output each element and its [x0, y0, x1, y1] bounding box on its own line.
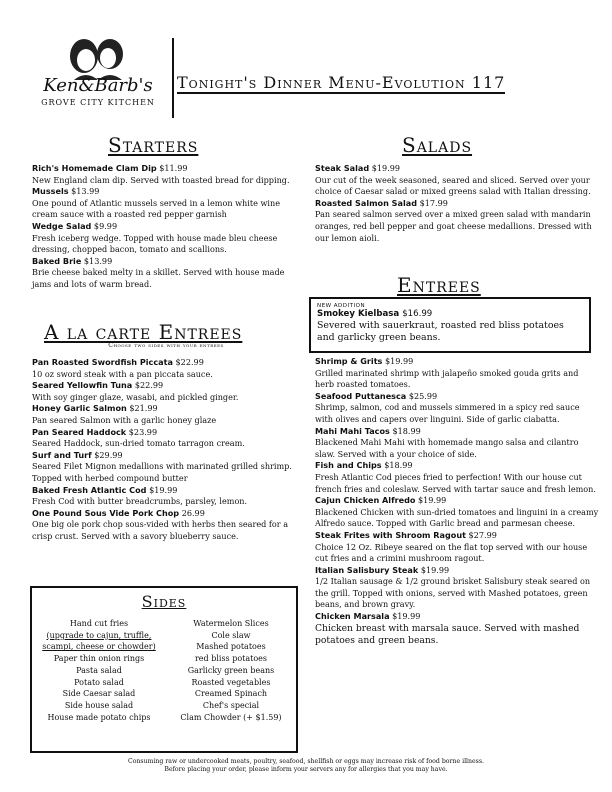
sides-box	[30, 586, 298, 753]
side-item: Clam Chowder (+ $1.59)	[180, 712, 282, 722]
side-item: Garlicky green beans	[187, 665, 275, 675]
menu-item	[32, 403, 300, 415]
menu-item	[315, 391, 599, 403]
new-addition-tag: NEW ADDITION	[317, 303, 366, 309]
menu-item	[315, 163, 599, 175]
item-description: Pan seared Salmon with a garlic honey glaze	[32, 414, 217, 425]
item-name: Baked Fresh Atlantic Cod	[32, 484, 147, 495]
salads-heading: Salads	[402, 133, 473, 157]
item-description: 10 oz sword steak with a pan piccata sauce.	[32, 368, 213, 379]
item-price: $25.99	[408, 390, 438, 401]
menu-item	[315, 495, 599, 507]
item-price: $19.99	[149, 484, 178, 495]
item-name: Pan Seared Haddock	[32, 426, 127, 437]
alacarte-list	[32, 357, 300, 543]
item-price: 26.99	[181, 507, 205, 518]
logo-name: Ken&Barb's	[43, 75, 153, 96]
item-description: Grilled marinated shrimp with jalapeño smoked gouda grits and herb roasted tomatoes.	[315, 367, 579, 390]
item-price: $13.99	[83, 255, 113, 266]
item-price: $13.99	[71, 186, 100, 197]
entrees-list	[315, 356, 599, 647]
item-price: $9.99	[93, 220, 118, 231]
header-divider	[172, 38, 174, 118]
side-item: Watermelon Slices	[193, 619, 269, 628]
item-price: $18.99	[384, 460, 413, 471]
sides-left-list	[34, 618, 164, 723]
item-description: Blackened Chicken with sun-dried tomatoes and linguini in a creamy Alfredo sauce. Topped with Garlic bread and parmesan cheese.	[315, 506, 599, 529]
item-price: $17.99	[419, 197, 448, 208]
disclaimer-line: Consuming raw or undercooked meats, poultry, seafood, shellfish or eggs may increase risk of food borne illness.	[127, 758, 484, 765]
item-name: Mussels	[32, 186, 69, 197]
item-name: Fish and Chips	[315, 460, 382, 471]
side-item: Pasta salad	[76, 665, 122, 675]
item-description: New England clam dip. Served with toasted bread for dipping.	[32, 174, 290, 185]
menu-item	[32, 256, 300, 268]
menu-item	[32, 380, 300, 392]
item-description: With soy ginger glaze, wasabi, and pickled ginger.	[32, 391, 239, 402]
item-name: Steak Salad	[315, 163, 370, 173]
side-item: Creamed Spinach	[194, 689, 268, 699]
alacarte-subheading: Choose two sides with your entrees	[108, 342, 224, 349]
sides-heading: Sides	[141, 592, 187, 611]
item-price: $21.99	[129, 403, 158, 414]
menu-title: Tonight's Dinner Menu-Evolution 117	[177, 73, 506, 92]
menu-item	[32, 163, 300, 175]
item-name: Smokey Kielbasa	[317, 309, 400, 319]
item-description: One big ole pork chop sous-vided with herbs then seared for a crisp crust. Served with a savory blueberry sauce.	[32, 519, 289, 541]
couple-portrait-icon	[56, 36, 136, 80]
item-description: Fresh iceberg wedge. Topped with house made bleu cheese dressing, chopped bacon, tomato and scallions.	[32, 232, 278, 255]
menu-item	[315, 460, 599, 472]
starters-heading: Starters	[108, 133, 199, 157]
menu-item	[315, 426, 599, 438]
item-description: Chicken breast with marsala sauce. Served with mashed potatoes and green beans.	[315, 622, 580, 646]
side-item: Side Caesar salad	[62, 689, 136, 699]
menu-item	[315, 565, 599, 577]
item-name: Rich's Homemade Clam Dip	[32, 163, 157, 173]
item-description: Blackened Mahi Mahi with homemade mango salsa and cilantro slaw. Served with a your choice of side.	[315, 437, 579, 459]
sides-right-list	[168, 618, 294, 723]
menu-item	[315, 611, 599, 623]
menu-item	[315, 356, 599, 368]
item-name: One Pound Sous Vide Pork Chop	[32, 507, 180, 518]
item-price: $18.99	[392, 425, 421, 436]
item-price: $11.99	[159, 163, 188, 173]
logo-subtitle: GROVE CITY KITCHEN	[41, 98, 155, 107]
item-description: Brie cheese baked melty in a skillet. Served with house made jams and lots of warm bread.	[32, 267, 285, 289]
salads-list	[315, 163, 599, 244]
menu-item	[32, 186, 300, 198]
item-description: Fresh Cod with butter breadcrumbs, parsley, lemon.	[32, 496, 248, 507]
item-price: $19.99	[371, 163, 401, 173]
item-description: Shrimp, salmon, cod and mussels simmered in a spicy red sauce with olives and capers over linguini. Side of garlic ciabatta.	[315, 402, 580, 424]
alacarte-heading: A la carte Entrees	[44, 320, 243, 344]
item-name: Honey Garlic Salmon	[32, 403, 127, 414]
allergy-disclaimer	[40, 758, 572, 775]
menu-item	[32, 450, 300, 462]
item-description: Our cut of the week seasoned, seared and sliced. Served over your choice of Caesar salad or mixed greens salad with Italian dressing.	[315, 174, 591, 197]
item-name: Steak Frites with Shroom Ragout	[315, 529, 466, 540]
side-item: Potato salad	[74, 677, 124, 687]
item-description: Fresh Atlantic Cod pieces fried to perfection! With our house cut french fries and coleslaw. Served with tartar sauce and fresh lemon.	[315, 471, 596, 494]
side-item: (upgrade to cajun, truffle,	[46, 630, 152, 640]
item-name: Seared Yellowfin Tuna	[32, 380, 133, 391]
item-name: Cajun Chicken Alfredo	[315, 495, 416, 506]
item-description: One pound of Atlantic mussels served in a lemon white wine cream sauce with a roasted red pepper garnish	[32, 197, 280, 220]
menu-item	[317, 309, 583, 320]
menu-item	[32, 221, 300, 233]
side-item: Paper thin onion rings	[53, 654, 145, 664]
item-price: $29.99	[94, 449, 123, 460]
new-addition-box	[309, 297, 591, 353]
side-item: Hand cut fries	[69, 619, 129, 628]
starters-list	[32, 163, 300, 291]
item-name: Chicken Marsala	[315, 611, 390, 622]
item-price: $22.99	[134, 380, 164, 391]
entrees-heading: Entrees	[397, 273, 481, 297]
item-price: $16.99	[402, 309, 433, 319]
item-name: Wedge Salad	[32, 220, 92, 231]
side-item: Roasted vegetables	[191, 677, 271, 687]
item-description: Seared Filet Mignon medallions with marinated grilled shrimp. Topped with herbed compound butter	[32, 461, 292, 483]
menu-item	[315, 198, 599, 210]
menu-item	[32, 485, 300, 497]
item-price: $22.99	[175, 357, 204, 367]
item-name: Shrimp & Grits	[315, 356, 383, 366]
item-price: $19.99	[392, 611, 421, 622]
item-price: $27.99	[468, 529, 497, 540]
item-price: $19.99	[420, 564, 450, 575]
side-item: Side house salad	[64, 700, 134, 710]
side-item: House made potato chips	[47, 712, 151, 722]
item-price: $19.99	[418, 495, 447, 506]
item-name: Pan Roasted Swordfish Piccata	[32, 357, 173, 367]
side-item: Chef's special	[202, 700, 260, 710]
restaurant-logo	[28, 36, 168, 114]
menu-item	[32, 508, 300, 520]
menu-item	[32, 357, 300, 369]
side-item: Mashed potatoes	[196, 642, 266, 652]
item-description: Severed with sauerkraut, roasted red bliss potatoes and garlicky green beans.	[317, 320, 564, 343]
item-price: $19.99	[384, 356, 414, 366]
item-description: Pan seared salmon served over a mixed green salad with mandarin oranges, red bell pepper and goat cheese medallions. Dressed with our lemon aioli.	[315, 209, 592, 243]
item-name: Roasted Salmon Salad	[315, 197, 418, 208]
side-item: scampi, cheese or chowder)	[42, 642, 156, 652]
item-name: Surf and Turf	[32, 449, 92, 460]
item-description: Seared Haddock, sun-dried tomato tarragon cream.	[32, 438, 245, 449]
item-name: Italian Salisbury Steak	[315, 564, 419, 575]
item-description: Choice 12 Oz. Ribeye seared on the flat top served with our house cut fries and a crimini mushroom ragout.	[315, 541, 588, 564]
item-price: $23.99	[128, 426, 158, 437]
item-name: Mahi Mahi Tacos	[315, 425, 390, 436]
menu-item	[315, 530, 599, 542]
item-description: 1/2 Italian sausage & 1/2 ground brisket Salisbury steak seared on the grill. Topped with onions, served with Mashed potatoes, green beans, and brown gravy.	[315, 576, 591, 610]
menu-item	[32, 427, 300, 439]
disclaimer-line: Before placing your order, please inform your servers any for allergies that you may have.	[164, 766, 448, 774]
item-name: Seafood Puttanesca	[315, 390, 407, 401]
item-name: Baked Brie	[32, 255, 82, 266]
side-item: Cole slaw	[211, 630, 251, 640]
side-item: red bliss potatoes	[194, 654, 267, 664]
